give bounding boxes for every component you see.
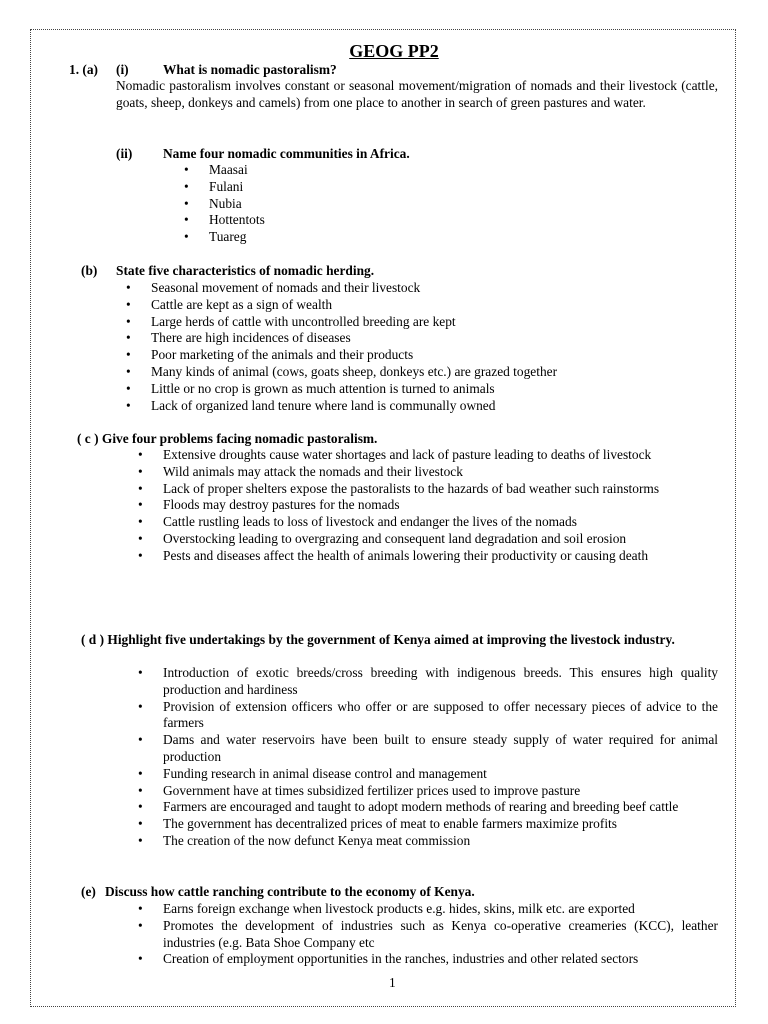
bullet-icon: •	[138, 514, 143, 530]
list-item	[184, 162, 509, 179]
list-item	[138, 447, 718, 464]
list-item-text: The creation of the now defunct Kenya meat commission	[163, 832, 471, 848]
bullet-icon: •	[138, 832, 143, 848]
answer-paragraph: Nomadic pastoralism involves constant or seasonal movement/migration of nomads and their livestock (cattle, goats, sheep, donkeys and camels) from one place to another in search of green pastures and water.	[116, 78, 718, 110]
page-title: GEOG PP2	[349, 41, 439, 61]
list-item-text: Wild animals may attack the nomads and their livestock	[163, 463, 463, 479]
bullet-icon: •	[126, 380, 131, 396]
contributions-list	[138, 901, 718, 968]
list-item-text: Funding research in animal disease control and management	[163, 765, 487, 781]
bullet-icon: •	[138, 765, 143, 781]
question-d-heading: ( d ) Highlight five undertakings by the government of Kenya aimed at improving the livestock industry.	[81, 632, 675, 647]
bullet-icon: •	[126, 313, 131, 329]
list-item	[138, 497, 718, 514]
list-item-text: There are high incidences of diseases	[151, 330, 351, 346]
list-item	[126, 330, 718, 347]
bullet-icon: •	[138, 447, 143, 462]
list-item	[126, 296, 718, 314]
list-item-text: Extensive droughts cause water shortages and lack of pasture leading to deaths of livestock	[163, 447, 652, 462]
list-item	[126, 280, 718, 297]
list-item-text: Hottentots	[209, 212, 265, 228]
list-item	[138, 480, 718, 498]
bullet-icon: •	[138, 547, 143, 563]
list-item-text: Provision of extension officers who offer or are supposed to offer necessary pieces of advice to the farmers	[163, 698, 718, 731]
subquestion-i-text: What is nomadic pastoralism?	[163, 62, 337, 77]
list-item	[126, 347, 718, 364]
list-item-text: Creation of employment opportunities in the ranches, industries and other related sectors	[163, 951, 639, 967]
list-item	[138, 917, 718, 952]
list-item-text: Fulani	[209, 178, 244, 194]
community-list	[184, 162, 509, 246]
list-item	[126, 380, 718, 398]
list-item-text: Lack of organized land tenure where land is communally owned	[151, 397, 496, 413]
list-item	[126, 363, 718, 381]
list-item-text: Many kinds of animal (cows, goats sheep, donkeys etc.) are grazed together	[151, 363, 558, 379]
list-item	[138, 463, 718, 481]
question-b-text: State five characteristics of nomadic herding.	[116, 263, 375, 278]
bullet-icon: •	[138, 951, 143, 967]
subquestion-ii-label: (ii)	[116, 146, 133, 161]
bullet-icon: •	[184, 195, 189, 211]
list-item	[138, 514, 718, 531]
list-item-text: Maasai	[209, 162, 248, 177]
question-b-label: (b)	[81, 263, 98, 278]
list-item-text: Nubia	[209, 195, 242, 211]
undertakings-list	[138, 665, 718, 850]
list-item-text: Pests and diseases affect the health of animals lowering their productivity or causing death	[163, 547, 649, 563]
question-e-text: Discuss how cattle ranching contribute to the economy of Kenya.	[105, 884, 475, 899]
list-item-text: Earns foreign exchange when livestock products e.g. hides, skins, milk etc. are exported	[163, 901, 635, 916]
bullet-icon: •	[138, 480, 143, 496]
list-item-text: Introduction of exotic breeds/cross breeding with indigenous breeds. This ensures high quality production and hardiness	[163, 665, 718, 697]
subquestion-i-label: (i)	[116, 62, 129, 77]
list-item-text: Dams and water reservoirs have been built to ensure steady supply of water required for animal production	[163, 732, 718, 764]
list-item	[138, 665, 718, 699]
list-item-text: Poor marketing of the animals and their products	[151, 347, 414, 363]
bullet-icon: •	[126, 363, 131, 379]
list-item-text: Tuareg	[209, 229, 247, 245]
list-item	[138, 951, 718, 968]
list-item	[138, 799, 718, 816]
list-item	[126, 397, 718, 415]
list-item-text: Little or no crop is grown as much attention is turned to animals	[151, 380, 495, 396]
list-item-text: Lack of proper shelters expose the pastoralists to the hazards of bad weather such rainstorms	[163, 480, 660, 496]
list-item	[138, 816, 718, 833]
bullet-icon: •	[138, 782, 143, 798]
bullet-icon: •	[184, 212, 189, 228]
list-item	[138, 698, 718, 733]
problems-list	[138, 447, 718, 565]
list-item	[126, 313, 718, 331]
list-item	[138, 530, 718, 548]
bullet-icon: •	[184, 178, 189, 194]
list-item-text: Farmers are encouraged and taught to adopt modern methods of rearing and breeding beef cattle	[163, 799, 679, 815]
list-item	[184, 229, 509, 246]
bullet-icon: •	[138, 698, 143, 714]
list-item-text: Floods may destroy pastures for the nomads	[163, 497, 400, 513]
list-item	[184, 212, 509, 229]
list-item	[138, 782, 718, 800]
bullet-icon: •	[138, 901, 143, 916]
bullet-icon: •	[126, 280, 131, 295]
bullet-icon: •	[184, 229, 189, 245]
list-item	[138, 547, 718, 565]
bullet-icon: •	[126, 296, 131, 312]
list-item-text: Government have at times subsidized fertilizer prices used to improve pasture	[163, 782, 581, 798]
list-item	[184, 195, 509, 213]
bullet-icon: •	[138, 816, 143, 832]
list-item	[138, 901, 718, 918]
list-item-text: Overstocking leading to overgrazing and consequent land degradation and soil erosion	[163, 530, 627, 546]
list-item-text: Promotes the development of industries such as Kenya co-operative creameries (KCC), leather industries (e.g. Bata Shoe Company etc	[163, 917, 718, 950]
list-item-text: Seasonal movement of nomads and their livestock	[151, 280, 421, 295]
list-item	[138, 765, 718, 783]
bullet-icon: •	[126, 397, 131, 413]
list-item	[138, 732, 718, 766]
bullet-icon: •	[138, 732, 143, 748]
list-item-text: The government has decentralized prices of meat to enable farmers maximize profits	[163, 816, 617, 832]
bullet-icon: •	[138, 665, 143, 680]
bullet-icon: •	[184, 162, 189, 177]
list-item	[184, 178, 509, 196]
bullet-icon: •	[126, 347, 131, 363]
page-number: 1	[389, 975, 396, 990]
bullet-icon: •	[138, 463, 143, 479]
bullet-icon: •	[138, 497, 143, 513]
list-item-text: Cattle rustling leads to loss of livestock and endanger the lives of the nomads	[163, 514, 577, 530]
question-e-label: (e)	[81, 884, 96, 899]
question-c-heading: ( c ) Give four problems facing nomadic pastoralism.	[77, 431, 378, 446]
subquestion-ii-text: Name four nomadic communities in Africa.	[163, 146, 410, 161]
list-item-text: Cattle are kept as a sign of wealth	[151, 296, 333, 312]
bullet-icon: •	[126, 330, 131, 346]
bullet-icon: •	[138, 917, 143, 933]
list-item	[138, 832, 718, 850]
list-item-text: Large herds of cattle with uncontrolled breeding are kept	[151, 313, 456, 329]
characteristics-list	[126, 280, 718, 414]
bullet-icon: •	[138, 530, 143, 546]
question-number: 1. (a)	[69, 62, 99, 77]
bullet-icon: •	[138, 799, 143, 815]
